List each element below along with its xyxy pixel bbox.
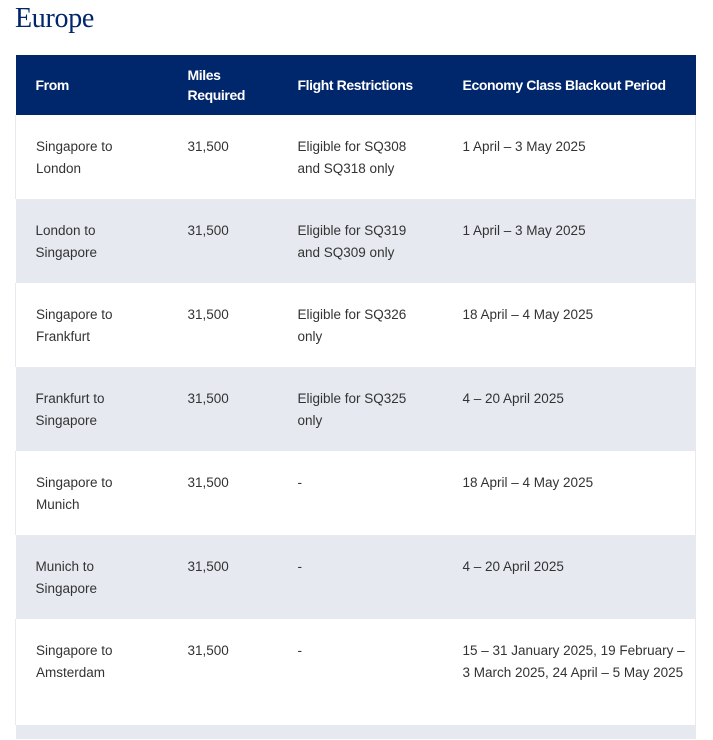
table-header-row — [16, 55, 696, 115]
header-from: From — [35, 77, 69, 93]
cell-restrictions: - — [297, 475, 302, 490]
cell-miles: 31,500 — [187, 643, 229, 658]
cell-blackout: 1 April – 3 May 2025 — [462, 223, 586, 238]
header-flight-restrictions: Flight Restrictions — [297, 77, 413, 93]
cell-from: London to Singapore — [35, 223, 98, 260]
cell-restrictions: Eligible for SQ325 only — [297, 391, 407, 428]
header-miles-required: Miles Required — [187, 67, 245, 103]
cell-blackout: 4 – 20 April 2025 — [462, 559, 564, 574]
cell-from: Singapore to Amsterdam — [16, 619, 168, 725]
table-body — [16, 115, 696, 739]
cell-restrictions: - — [297, 559, 302, 574]
table-row-partial — [16, 725, 696, 739]
table-row — [16, 199, 696, 283]
table-row — [16, 451, 696, 535]
cell-from: Singapore to Munich — [16, 451, 168, 535]
header-blackout-period: Economy Class Blackout Period — [462, 77, 666, 93]
cell-blackout: 4 – 20 April 2025 — [462, 391, 564, 406]
table-row — [16, 115, 696, 199]
cell-from: Munich to Singapore — [35, 559, 98, 596]
cell-miles: 31,500 — [187, 139, 229, 154]
award-miles-table — [15, 55, 696, 739]
section-title: Europe — [15, 3, 95, 34]
cell-blackout: 18 April – 4 May 2025 — [443, 283, 696, 367]
cell-blackout: 15 – 31 January 2025, 19 February – 3 March 2025, 24 April – 5 May 2025 — [443, 619, 696, 725]
cell-blackout: 18 April – 4 May 2025 — [443, 451, 696, 535]
cell-from: Frankfurt to Singapore — [35, 391, 105, 428]
cell-miles: 31,500 — [187, 475, 229, 490]
cell-miles: 31,500 — [187, 307, 229, 322]
table-row — [16, 367, 696, 451]
cell-restrictions: Eligible for SQ308 and SQ318 only — [297, 139, 407, 176]
table-row — [16, 535, 696, 619]
cell-blackout: 1 April – 3 May 2025 — [443, 115, 696, 199]
table-row — [16, 283, 696, 367]
cell-restrictions: Eligible for SQ319 and SQ309 only — [297, 223, 407, 260]
cell-miles: 31,500 — [187, 391, 229, 406]
cell-from: Singapore to Frankfurt — [16, 283, 168, 367]
cell-from: Singapore to London — [16, 115, 168, 199]
cell-restrictions: Eligible for SQ326 only — [297, 307, 407, 344]
table-row — [16, 619, 696, 725]
table-header — [16, 55, 696, 115]
cell-restrictions: - — [297, 643, 302, 658]
cell-miles: 31,500 — [187, 559, 229, 574]
award-miles-table-container — [15, 55, 695, 739]
cell-miles: 31,500 — [187, 223, 229, 238]
